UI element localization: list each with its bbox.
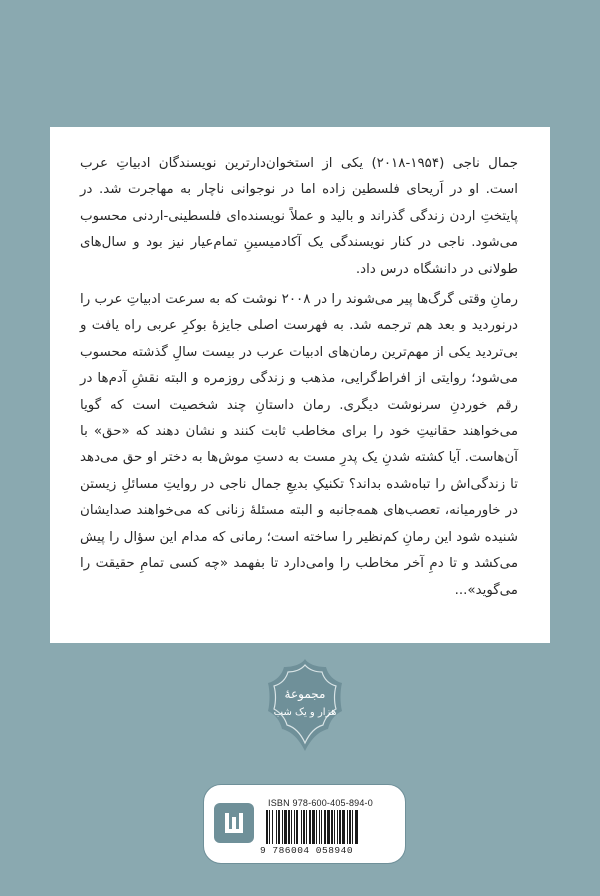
- barcode: [266, 810, 390, 844]
- barcode-bar: [303, 810, 305, 844]
- barcode-bar: [296, 810, 298, 844]
- barcode-bar: [306, 810, 307, 844]
- barcode-bar: [342, 810, 345, 844]
- barcode-bar: [347, 810, 348, 844]
- barcode-bar: [319, 810, 320, 844]
- blurb-paragraph-novel: رمانِ وقتی گرگ‌ها پیر می‌شوند را در ۲۰۰۸ نوشت که به سرعت ادبیاتِ عرب را درنوردید و بعد هم ترجمه شد. به فهرست اصلی جایزهٔ بوکرِ عربی راه یافت و بی‌تردید یکی از مهم‌ترین رمان‌های ادبیات عرب در بیست سالِ گذشته محسوب می‌شود؛ روایتی از افراط‌گرایی، مذهب و زندگی روزمره و البته نقشِ آدم‌ها در رقم خوردنِ سرنوشت دیگری. رمان داستانِ چند شخصیت است که گویا می‌خواهند حقانیتِ خود را برای مخاطب ثابت کنند و نشان دهند که «حق» با آن‌هاست. آیا کشته شدنِ یک پدرِ مست به دستِ موش‌ها به دختر او حق می‌دهد تا زندگی‌اش را تباه‌شده بداند؟ تکنیکِ بدیعِ جمال ناجی در روایتِ مسائلِ زیستن در خاورمیانه، تعصب‌های همه‌جانبه و البته مسئلهٔ زنانی که می‌خواهند صدایشان شنیده شود این رمانِ کم‌نظیر را ساخته است؛ رمانی که مدام این سؤال را پیش می‌کشد و تا دمِ آخر مخاطب را وامی‌دارد تا بفهمد «چه کسی تمامِ حقیقت را می‌گوید»...: [80, 292, 519, 598]
- barcode-bar: [284, 810, 287, 844]
- barcode-bar: [291, 810, 292, 844]
- blurb-paragraph-author: جمال ناجی (۱۹۵۴-۲۰۱۸) یکی از استخوان‌دارترین نویسندگان ادبیاتِ عرب است. او در اَریحای فلسطین زاده اما در نوجوانی ناچار به مهاجرت شد. در پایتختِ اردن زندگی گذراند و بالید و عملاً نویسنده‌ای فلسطینی-اردنی محسوب می‌شود. ناجی در کنار نویسندگی یک آکادمیسینِ تمام‌عیار نیز بود و سال‌های طولانی در دانشگاه درس داد.: [80, 156, 519, 277]
- barcode-bar: [316, 810, 317, 844]
- barcode-bar: [288, 810, 290, 844]
- barcode-bar: [339, 810, 341, 844]
- barcode-bar: [309, 810, 311, 844]
- barcode-bar: [294, 810, 295, 844]
- barcode-bar: [321, 810, 322, 844]
- barcode-bar: [269, 810, 270, 844]
- barcode-bar: [278, 810, 280, 844]
- barcode-bar: [282, 810, 283, 844]
- isbn-box: [203, 784, 406, 864]
- barcode-bar: [324, 810, 326, 844]
- barcode-bar: [266, 810, 268, 844]
- isbn-label: ISBN 978-600-405-894-0: [268, 798, 373, 808]
- barcode-bar: [276, 810, 277, 844]
- publisher-logo-icon: [214, 803, 254, 843]
- barcode-bar: [337, 810, 338, 844]
- barcode-bar: [272, 810, 273, 844]
- svg-text:هزار و یک شب: هزار و یک شب: [273, 707, 337, 718]
- barcode-bar: [327, 810, 330, 844]
- svg-text:مجموعهٔ: مجموعهٔ: [284, 687, 326, 701]
- series-emblem-icon: [262, 655, 348, 755]
- barcode-bar: [334, 810, 335, 844]
- barcode-digits: 9 786004 058940: [260, 845, 354, 856]
- barcode-bar: [352, 810, 353, 844]
- barcode-bar: [349, 810, 351, 844]
- barcode-bar: [301, 810, 302, 844]
- barcode-bar: [355, 810, 358, 844]
- barcode-bar: [331, 810, 333, 844]
- barcode-bar: [312, 810, 315, 844]
- blurb-panel: [50, 127, 550, 643]
